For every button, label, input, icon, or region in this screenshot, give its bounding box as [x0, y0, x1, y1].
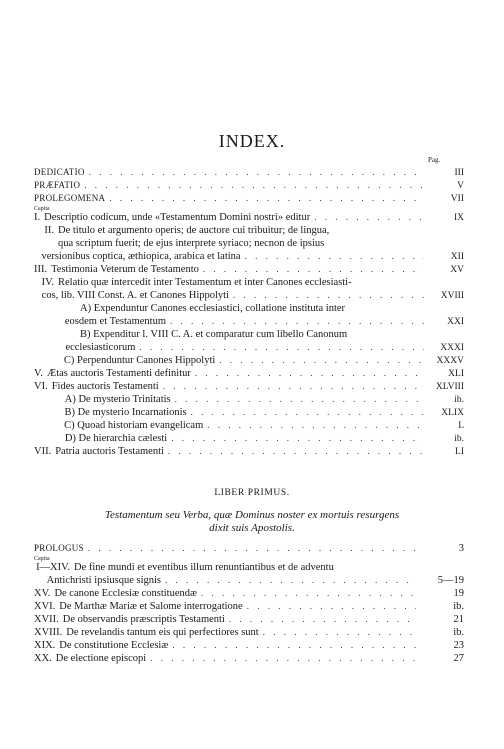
toc-line	[34, 574, 464, 587]
toc-entry	[34, 367, 464, 380]
toc-line	[34, 302, 464, 315]
toc-line	[34, 626, 464, 639]
toc-entry	[34, 328, 464, 354]
subtitle-line: dixit suis Apostolis.	[209, 522, 295, 534]
entry-page: XXXV	[436, 356, 464, 366]
entry-text: Antichristi ipsiusque signis	[46, 575, 161, 586]
entry-page: XLIX	[441, 408, 464, 418]
entry-text: De fine mundi et eventibus illum renuntiantibus et de adventu	[74, 562, 334, 573]
toc-line	[34, 211, 464, 224]
leader-dots	[175, 393, 424, 406]
leader-dots	[171, 432, 424, 445]
toc-line	[34, 250, 464, 263]
entry-text: Patria auctoris Testamenti	[55, 446, 164, 457]
toc-line	[34, 445, 464, 458]
chapter-number: VI.	[34, 381, 48, 392]
chapter-number: XX.	[34, 653, 52, 664]
chapter-number: XVIII.	[34, 627, 63, 638]
entry-text: Fides auctoris Testamenti	[51, 381, 159, 392]
leader-dots	[150, 652, 416, 665]
entry-page: XXXI	[440, 343, 464, 353]
entry-text: eosdem et Testamentum	[64, 316, 166, 327]
toc-line	[34, 613, 464, 626]
chapter-number: XVII.	[34, 614, 59, 625]
entry-label: PROLEGOMENA	[34, 193, 106, 203]
entry-page: XLI	[448, 369, 464, 379]
entry-page: VII	[450, 194, 464, 204]
front-entry-praefatio	[34, 179, 464, 192]
leader-dots	[109, 192, 424, 205]
entry-label: PROLOGUS	[34, 543, 84, 553]
subtitle-line: Testamentum seu Verba, quæ Dominus noster ex mortuis resurgens	[104, 509, 400, 521]
chapter-number: I.	[34, 212, 41, 223]
leader-dots	[201, 587, 416, 600]
leader-dots	[139, 341, 424, 354]
entry-label: PRÆFATIO	[34, 180, 81, 190]
entry-page: 21	[453, 614, 464, 625]
entry-text: C) Quoad historiam evangelicam	[64, 420, 204, 431]
toc-line	[34, 224, 464, 237]
entry-text: De constitutione Ecclesiæ	[59, 640, 169, 651]
front-entry-dedicatio	[34, 166, 464, 179]
entry-page: 19	[453, 588, 464, 599]
toc-entry	[34, 276, 464, 302]
toc-line	[34, 276, 464, 289]
page-title: INDEX.	[218, 131, 286, 151]
chapter-number: VII.	[34, 446, 52, 457]
entry-page: IX	[453, 213, 464, 223]
toc-entry	[34, 652, 464, 665]
chapter-number: XV.	[34, 588, 51, 599]
leader-dots	[203, 263, 424, 276]
entry-text: B) Expenditur l. VIII C. A. et comparatur cum libello Canonum	[80, 329, 348, 340]
toc-line	[34, 393, 464, 406]
toc-line	[34, 315, 464, 328]
toc-entry	[34, 600, 464, 613]
toc-entry	[34, 419, 464, 432]
entry-text: versionibus coptica, æthiopica, arabica et latina	[41, 251, 241, 262]
entry-text: De canone Ecclesiæ constituendæ	[54, 588, 198, 599]
entry-text: qua scriptum fuerit; de ejus interprete syriaco; necnon de ipsius	[58, 238, 325, 249]
entry-text: Testimonia Veterum de Testamento	[51, 264, 199, 275]
pag-label: Pag.	[428, 156, 441, 164]
entry-page: V	[457, 181, 464, 191]
toc-line	[34, 237, 464, 250]
toc-entry	[34, 639, 464, 652]
entry-page: LI	[455, 447, 464, 457]
leader-dots	[172, 639, 416, 652]
entry-page: ib.	[453, 601, 464, 612]
toc-line	[34, 561, 464, 574]
toc-line	[34, 354, 464, 367]
leader-dots	[84, 179, 424, 192]
toc-line	[34, 328, 464, 341]
entry-text: C) Perpenduntur Canones Hippolyti	[63, 355, 216, 366]
entry-page: 27	[453, 653, 464, 664]
toc-entry	[34, 354, 464, 367]
entry-page: XVIII	[440, 291, 464, 301]
entry-text: B) De mysterio Incarnationis	[64, 407, 187, 418]
entry-page: ib.	[454, 434, 464, 444]
entry-text: Relatio quæ intercedit inter Testamentum et inter Canones ecclesiasti-	[58, 277, 352, 288]
toc-entry	[34, 302, 464, 328]
capita-label: Capita	[34, 206, 50, 212]
toc-entry	[34, 380, 464, 393]
toc-line	[34, 380, 464, 393]
entry-page: XXI	[447, 317, 464, 327]
entry-text: A) Expenduntur Canones ecclesiastici, collatione instituta inter	[80, 303, 346, 314]
leader-dots	[165, 574, 416, 587]
toc-line	[34, 341, 464, 354]
entry-page: 3	[458, 543, 464, 554]
entry-page: 23	[453, 640, 464, 651]
chapter-number: IV.	[41, 277, 54, 288]
entry-page: III	[454, 168, 464, 178]
entry-page: XV	[450, 265, 464, 275]
prologus-entry	[34, 542, 464, 555]
leader-dots	[263, 626, 416, 639]
toc-line	[34, 263, 464, 276]
leader-dots	[229, 613, 416, 626]
leader-dots	[195, 367, 424, 380]
chapter-number: XVI.	[34, 601, 56, 612]
leader-dots	[168, 445, 424, 458]
leader-dots	[89, 166, 424, 179]
front-matter-list	[34, 166, 464, 205]
toc-entry	[34, 432, 464, 445]
entry-page: 5—19	[437, 575, 464, 586]
leader-dots	[191, 406, 424, 419]
entry-text: De titulo et argumento operis; de auctore cui tribuitur; de lingua,	[58, 225, 330, 236]
toc-entry	[34, 211, 464, 224]
capita-label-2: Capita	[34, 556, 50, 562]
entry-label: DEDICATIO	[34, 167, 85, 177]
entry-page: XLVIII	[435, 382, 464, 392]
front-entry-prolegomena	[34, 192, 464, 205]
toc-line	[34, 639, 464, 652]
toc-line	[34, 600, 464, 613]
liber-subtitle	[0, 509, 504, 535]
entry-text: De Marthæ Mariæ et Salome interrogatione	[59, 601, 243, 612]
entry-text: A) De mysterio Trinitatis	[64, 394, 171, 405]
chapter-number: I—XIV.	[36, 562, 70, 573]
entry-text: D) De hierarchia cælesti	[64, 433, 168, 444]
entry-text: Descriptio codicum, unde «Testamentum Domini nostri» editur	[44, 212, 311, 223]
entry-text: ecclesiasticorum	[65, 342, 136, 353]
prologus-line	[34, 542, 464, 555]
chapter-number: V.	[34, 368, 43, 379]
leader-dots	[233, 289, 424, 302]
chapter-number: III.	[34, 264, 48, 275]
chapter-number: II.	[44, 225, 54, 236]
leader-dots	[88, 542, 416, 555]
chapter-number: XIX.	[34, 640, 56, 651]
liber-heading: LIBER PRIMUS.	[214, 488, 290, 498]
entry-page: XII	[450, 252, 464, 262]
leader-dots	[219, 354, 424, 367]
toc-line	[34, 432, 464, 445]
toc-entry	[34, 393, 464, 406]
toc-entry	[34, 587, 464, 600]
entry-page: ib.	[453, 627, 464, 638]
entry-text: De observandis præscriptis Testamenti	[62, 614, 225, 625]
toc-line	[34, 406, 464, 419]
leader-dots	[170, 315, 424, 328]
entry-text: De revelandis tantum eis qui perfectiores sunt	[66, 627, 259, 638]
leader-dots	[163, 380, 424, 393]
toc-entry	[34, 613, 464, 626]
toc-entry	[34, 626, 464, 639]
entry-text: cos, lib. VIII Const. A. et Canones Hippolyti	[41, 290, 229, 301]
entry-text: De electione episcopi	[55, 653, 147, 664]
entry-text: Ætas auctoris Testamenti definitur	[46, 368, 191, 379]
entry-page: ib.	[454, 395, 464, 405]
toc-entry	[34, 561, 464, 587]
toc-line	[34, 289, 464, 302]
leader-dots	[207, 419, 424, 432]
leader-dots	[247, 600, 416, 613]
leader-dots	[245, 250, 424, 263]
toc-line	[34, 419, 464, 432]
entry-page: L	[458, 421, 464, 431]
toc-entry	[34, 445, 464, 458]
capita-list	[34, 211, 464, 458]
toc-line	[34, 587, 464, 600]
toc-entry	[34, 263, 464, 276]
leader-dots	[314, 211, 424, 224]
toc-entry	[34, 224, 464, 263]
capita-list-2	[34, 561, 464, 665]
toc-line	[34, 652, 464, 665]
toc-line	[34, 367, 464, 380]
toc-entry	[34, 406, 464, 419]
